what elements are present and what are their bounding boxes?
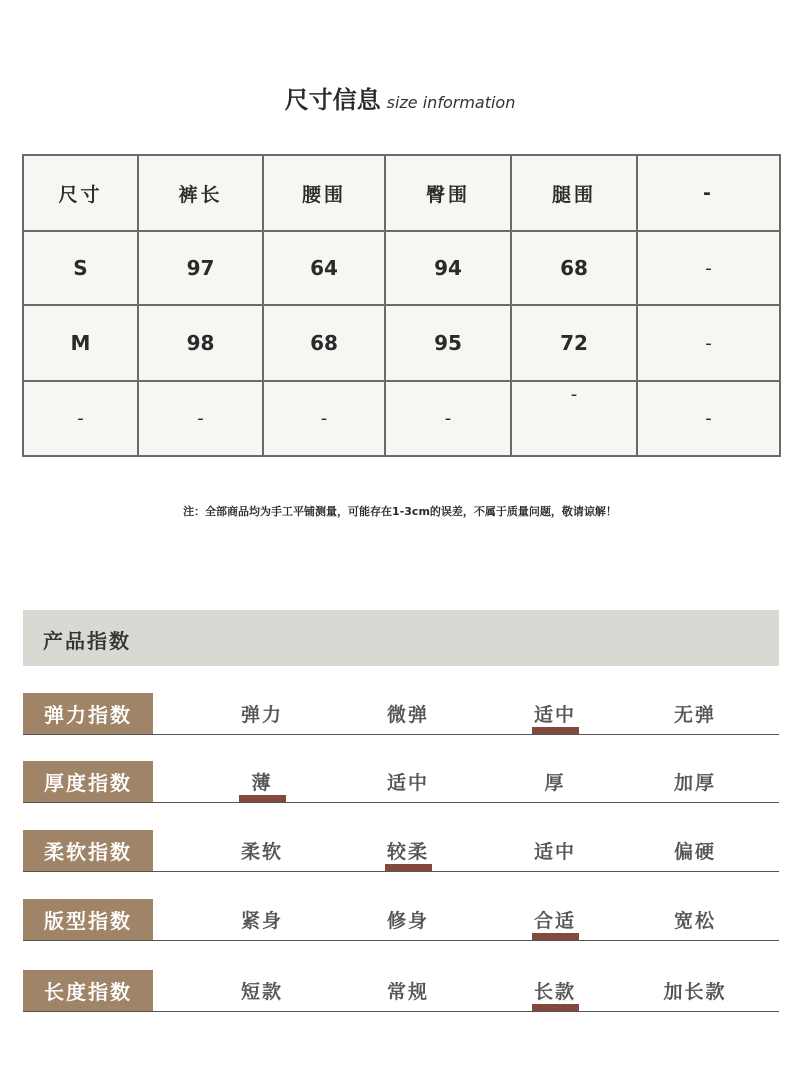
table-cell: 72 xyxy=(511,305,637,381)
table-cell: - xyxy=(263,381,385,456)
table-cell: 98 xyxy=(138,305,263,381)
index-row xyxy=(23,693,779,735)
index-row xyxy=(23,830,779,872)
index-label: 长度指数 xyxy=(23,970,153,1011)
selected-marker xyxy=(532,933,579,940)
index-row xyxy=(23,761,779,803)
size-table xyxy=(22,154,781,457)
index-option: 短款 xyxy=(240,981,283,1003)
table-row xyxy=(23,305,780,381)
table-cell: - xyxy=(138,381,263,456)
header-cell: 尺寸 xyxy=(23,155,138,231)
table-header-row xyxy=(23,155,780,231)
index-option: 无弹 xyxy=(673,704,716,726)
index-row xyxy=(23,970,779,1012)
header-cell: 臀围 xyxy=(385,155,511,231)
header-cell: 腿围 xyxy=(511,155,637,231)
page-title xyxy=(0,80,800,115)
measurement-note: 注：全部商品均为手工平铺测量，可能存在1-3cm的误差，不属于质量问题，敬请谅解！ xyxy=(183,505,617,518)
index-option: 适中 xyxy=(533,841,576,863)
index-label: 厚度指数 xyxy=(23,761,153,802)
index-option: 宽松 xyxy=(673,910,716,932)
index-option: 微弹 xyxy=(386,704,429,726)
index-option: 常规 xyxy=(386,981,429,1003)
selected-marker xyxy=(385,864,432,871)
index-option: 合适 xyxy=(533,910,576,932)
table-cell: - xyxy=(511,381,637,456)
index-option: 厚 xyxy=(544,772,566,794)
selected-marker xyxy=(532,1004,579,1011)
row-divider xyxy=(23,734,779,735)
table-cell: - xyxy=(637,305,780,381)
table-cell: 95 xyxy=(385,305,511,381)
index-option: 紧身 xyxy=(240,910,283,932)
index-option: 长款 xyxy=(533,981,576,1003)
index-option: 加长款 xyxy=(663,981,727,1003)
title-english: size information xyxy=(386,93,516,112)
table-cell: 94 xyxy=(385,231,511,305)
selected-marker xyxy=(532,727,579,734)
selected-marker xyxy=(239,795,286,802)
index-option: 修身 xyxy=(386,910,429,932)
table-cell: S xyxy=(23,231,138,305)
table-cell: 64 xyxy=(263,231,385,305)
row-divider xyxy=(23,871,779,872)
table-cell: 68 xyxy=(263,305,385,381)
index-label: 版型指数 xyxy=(23,899,153,940)
index-row xyxy=(23,899,779,941)
row-divider xyxy=(23,802,779,803)
table-cell: - xyxy=(23,381,138,456)
title-chinese: 尺寸信息 xyxy=(284,86,381,114)
table-cell: - xyxy=(385,381,511,456)
index-option: 偏硬 xyxy=(673,841,716,863)
row-divider xyxy=(23,1011,779,1012)
index-label: 弹力指数 xyxy=(23,693,153,734)
table-row xyxy=(23,231,780,305)
index-option: 较柔 xyxy=(386,841,429,863)
table-cell: - xyxy=(637,231,780,305)
table-cell: - xyxy=(637,381,780,456)
index-option: 适中 xyxy=(533,704,576,726)
header-cell: - xyxy=(637,155,780,231)
header-cell: 腰围 xyxy=(263,155,385,231)
index-option: 柔软 xyxy=(240,841,283,863)
table-cell: 97 xyxy=(138,231,263,305)
table-row xyxy=(23,381,780,456)
index-option: 适中 xyxy=(386,772,429,794)
table-cell: M xyxy=(23,305,138,381)
index-option: 加厚 xyxy=(673,772,716,794)
header-cell: 裤长 xyxy=(138,155,263,231)
product-index-header xyxy=(23,610,779,666)
row-divider xyxy=(23,940,779,941)
index-option: 薄 xyxy=(251,772,273,794)
table-cell: 68 xyxy=(511,231,637,305)
product-index-title: 产品指数 xyxy=(43,629,131,653)
index-label: 柔软指数 xyxy=(23,830,153,871)
index-option: 弹力 xyxy=(240,704,283,726)
